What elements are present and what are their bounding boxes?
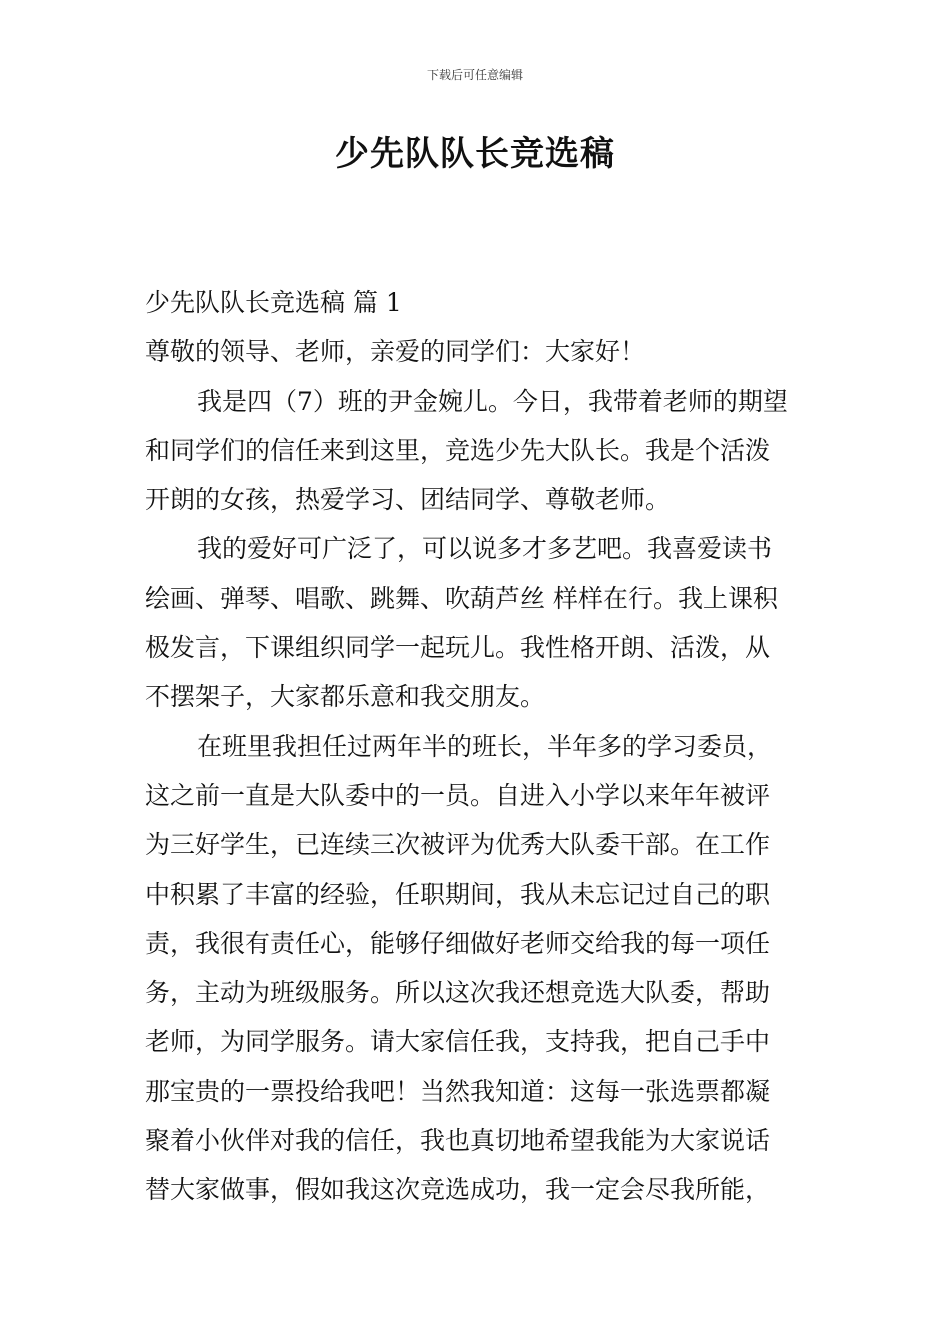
document-title: 少先队队长竞选稿	[335, 134, 615, 174]
paragraph-line: 不摆架子，大家都乐意和我交朋友。	[145, 682, 546, 712]
paragraph-line: 绘画、弹琴、唱歌、跳舞、吹葫芦丝 样样在行。我上课积	[145, 583, 778, 613]
paragraph-line: 这之前一直是大队委中的一员。自进入小学以来年年被评	[145, 780, 771, 810]
paragraph-line: 替大家做事，假如我这次竞选成功，我一定会尽我所能，	[145, 1175, 771, 1205]
paragraph-line: 那宝贵的一票投给我吧！当然我知道：这每一张选票都凝	[145, 1076, 771, 1106]
paragraph-line: 聚着小伙伴对我的信任，我也真切地希望我能为大家说话	[145, 1126, 771, 1156]
paragraph-line: 开朗的女孩，热爱学习、团结同学、尊敬老师。	[145, 485, 671, 515]
document-body	[145, 278, 807, 1215]
paragraph-line: 为三好学生，已连续三次被评为优秀大队委干部。在工作	[145, 830, 771, 860]
section-heading: 少先队队长竞选稿 篇 1	[145, 288, 402, 317]
paragraph-line: 老师，为同学服务。请大家信任我，支持我，把自己手中	[145, 1027, 771, 1057]
paragraph-line: 我是四（7）班的尹金婉儿。今日，我带着老师的期望	[197, 386, 788, 416]
header-note: 下载后可任意编辑	[426, 68, 523, 82]
paragraph-line: 在班里我担任过两年半的班长，半年多的学习委员，	[197, 731, 773, 761]
paragraph-line: 和同学们的信任来到这里，竞选少先大队长。我是个活泼	[145, 435, 771, 465]
paragraph-line: 我的爱好可广泛了，可以说多才多艺吧。我喜爱读书	[197, 534, 773, 564]
salutation-line: 尊敬的领导、老师，亲爱的同学们：大家好！	[145, 337, 646, 367]
paragraph-line: 中积累了丰富的经验，任职期间，我从未忘记过自己的职	[145, 879, 771, 909]
paragraph-line: 责，我很有责任心，能够仔细做好老师交给我的每一项任	[145, 928, 771, 958]
paragraph-line: 务，主动为班级服务。所以这次我还想竞选大队委，帮助	[145, 978, 771, 1008]
paragraph-line: 极发言，下课组织同学一起玩儿。我性格开朗、活泼，从	[145, 633, 771, 663]
